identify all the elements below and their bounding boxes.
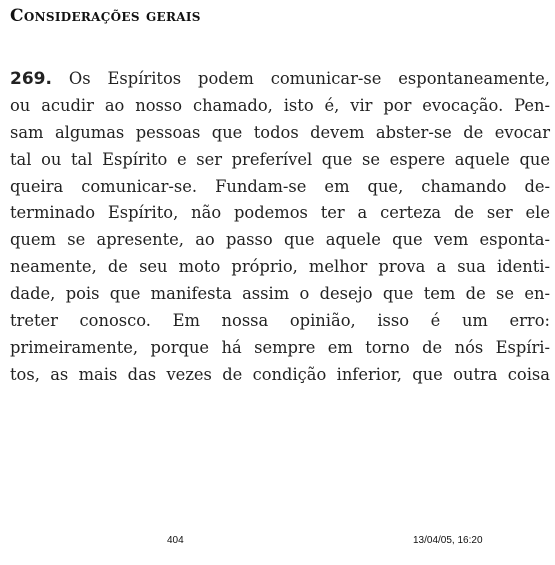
- paragraph-line-6: terminado Espírito, não podemos ter a certeza de ser ele: [10, 203, 550, 223]
- section-heading: Considerações gerais: [10, 6, 201, 26]
- paragraph-line-7: quem se apresente, ao passo que aquele que vem esponta-: [10, 230, 550, 250]
- footer-timestamp: 13/04/05, 16:20: [413, 535, 483, 546]
- paragraph-line-1: [10, 66, 550, 93]
- paragraph-line-4: tal ou tal Espírito e ser preferível que se espere aquele que: [10, 149, 550, 169]
- paragraph-line-2: ou acudir ao nosso chamado, isto é, vir por evocação. Pen-: [10, 95, 550, 115]
- paragraph-line-3: sam algumas pessoas que todos devem abster-se de evocar: [10, 122, 550, 142]
- paragraph-line-12: tos, as mais das vezes de condição inferior, que outra coisa: [10, 364, 550, 384]
- paragraph-line-9: dade, pois que manifesta assim o desejo que tem de se en-: [10, 284, 550, 304]
- paragraph-number: 269.: [10, 69, 52, 89]
- body-paragraph: [10, 66, 550, 389]
- paragraph-line-8: neamente, de seu moto próprio, melhor prova a sua identi-: [10, 257, 550, 277]
- line-text: Os Espíritos podem comunicar-se espontaneamente,: [51, 69, 550, 88]
- paragraph-line-11: primeiramente, porque há sempre em torno de nós Espíri-: [10, 337, 550, 357]
- paragraph-line-5: queira comunicar-se. Fundam-se em que, chamando de-: [10, 176, 550, 196]
- footer-page-number: 404: [167, 535, 184, 546]
- paragraph-line-10: treter conosco. Em nossa opinião, isso é um erro:: [10, 311, 550, 331]
